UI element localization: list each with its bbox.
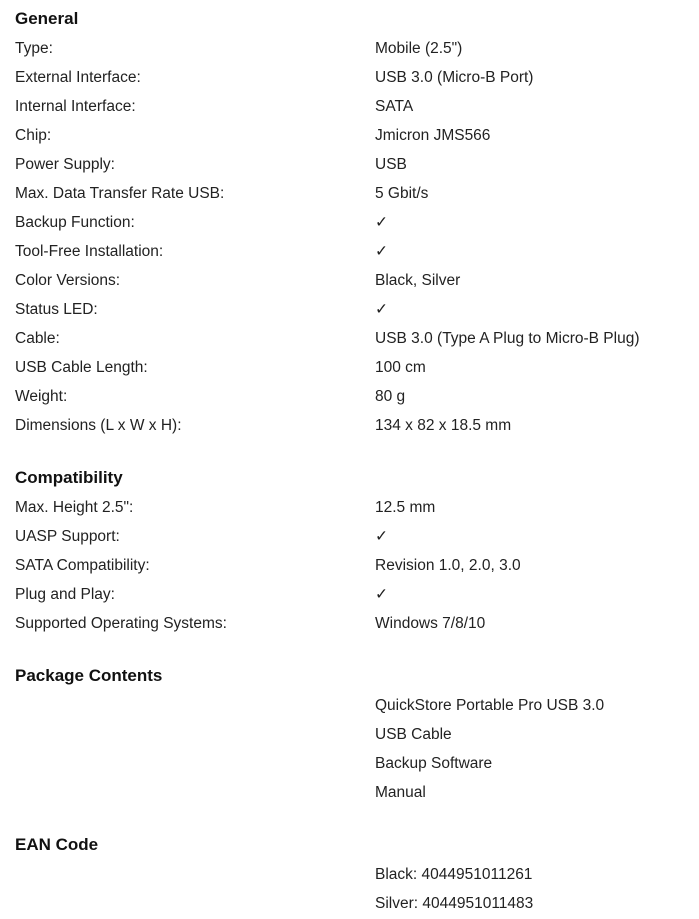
spec-row-tool-free-installation bbox=[0, 237, 699, 266]
spec-row-uasp-support bbox=[0, 522, 699, 551]
spec-row-backup-function bbox=[0, 208, 699, 237]
spec-label: Type: bbox=[15, 40, 53, 57]
package-item-text: Manual bbox=[375, 784, 426, 801]
spec-row-cable bbox=[0, 324, 699, 353]
ean-item-text: Silver: 4044951011483 bbox=[375, 895, 534, 912]
spec-value: 5 Gbit/s bbox=[375, 185, 429, 202]
spec-row-max-height bbox=[0, 493, 699, 522]
spec-value: Jmicron JMS566 bbox=[375, 127, 491, 144]
ean-item bbox=[0, 889, 699, 918]
spec-row-plug-and-play bbox=[0, 580, 699, 609]
spec-label: External Interface: bbox=[15, 69, 141, 86]
spec-row-status-led bbox=[0, 295, 699, 324]
spec-value: USB 3.0 (Micro-B Port) bbox=[375, 69, 534, 86]
spec-row-dimensions bbox=[0, 411, 699, 440]
check-mark-icon: ✓ bbox=[375, 586, 388, 603]
spec-value: SATA bbox=[375, 98, 414, 115]
section-title-compatibility: Compatibility bbox=[15, 468, 123, 487]
package-item-text: USB Cable bbox=[375, 726, 452, 743]
spec-label: Status LED: bbox=[15, 301, 98, 318]
spec-label: SATA Compatibility: bbox=[15, 557, 150, 574]
section-title-ean-code: EAN Code bbox=[15, 835, 99, 854]
spec-label: Internal Interface: bbox=[15, 98, 136, 115]
spec-label: Weight: bbox=[15, 388, 68, 405]
spec-row-color-versions bbox=[0, 266, 699, 295]
check-mark-icon: ✓ bbox=[375, 528, 388, 545]
spec-row-external-interface bbox=[0, 63, 699, 92]
spec-row-max-transfer-rate bbox=[0, 179, 699, 208]
ean-item bbox=[0, 860, 699, 889]
package-item-text: Backup Software bbox=[375, 755, 493, 772]
package-item-text: QuickStore Portable Pro USB 3.0 bbox=[375, 697, 605, 714]
spec-value: 80 g bbox=[375, 388, 406, 405]
spec-value: USB 3.0 (Type A Plug to Micro-B Plug) bbox=[375, 330, 640, 347]
spec-row-internal-interface bbox=[0, 92, 699, 121]
spec-label: Color Versions: bbox=[15, 272, 121, 289]
check-mark-icon: ✓ bbox=[375, 214, 388, 231]
check-mark-icon: ✓ bbox=[375, 301, 388, 318]
spec-row-type bbox=[0, 34, 699, 63]
spec-value: Mobile (2.5") bbox=[375, 40, 463, 57]
spec-label: Max. Data Transfer Rate USB: bbox=[15, 185, 225, 202]
spec-label: Tool-Free Installation: bbox=[15, 243, 164, 260]
spec-label: Chip: bbox=[15, 127, 52, 144]
spec-label: Power Supply: bbox=[15, 156, 115, 173]
spec-label: Backup Function: bbox=[15, 214, 135, 231]
check-mark-icon: ✓ bbox=[375, 243, 388, 260]
package-item bbox=[0, 691, 699, 720]
spec-label: Max. Height 2.5": bbox=[15, 499, 134, 516]
spec-value: Black, Silver bbox=[375, 272, 461, 289]
spec-value: 134 x 82 x 18.5 mm bbox=[375, 417, 512, 434]
spec-label: Supported Operating Systems: bbox=[15, 615, 227, 632]
spec-value: USB bbox=[375, 156, 407, 173]
spec-row-power-supply bbox=[0, 150, 699, 179]
spec-row-sata-compatibility bbox=[0, 551, 699, 580]
spec-label: Cable: bbox=[15, 330, 60, 347]
package-item bbox=[0, 749, 699, 778]
spec-label: Dimensions (L x W x H): bbox=[15, 417, 182, 434]
spec-value: 12.5 mm bbox=[375, 499, 436, 516]
spec-row-usb-cable-length bbox=[0, 353, 699, 382]
spec-label: USB Cable Length: bbox=[15, 359, 148, 376]
spec-row-weight bbox=[0, 382, 699, 411]
spec-row-chip bbox=[0, 121, 699, 150]
package-item bbox=[0, 720, 699, 749]
spec-value: Windows 7/8/10 bbox=[375, 615, 486, 632]
section-title-package-contents: Package Contents bbox=[15, 666, 163, 685]
section-title-general: General bbox=[15, 9, 79, 28]
spec-value: Revision 1.0, 2.0, 3.0 bbox=[375, 557, 521, 574]
ean-item-text: Black: 4044951011261 bbox=[375, 866, 533, 883]
spec-value: 100 cm bbox=[375, 359, 426, 376]
spec-row-supported-os bbox=[0, 609, 699, 638]
spec-label: Plug and Play: bbox=[15, 586, 115, 603]
spec-label: UASP Support: bbox=[15, 528, 120, 545]
package-item bbox=[0, 778, 699, 807]
